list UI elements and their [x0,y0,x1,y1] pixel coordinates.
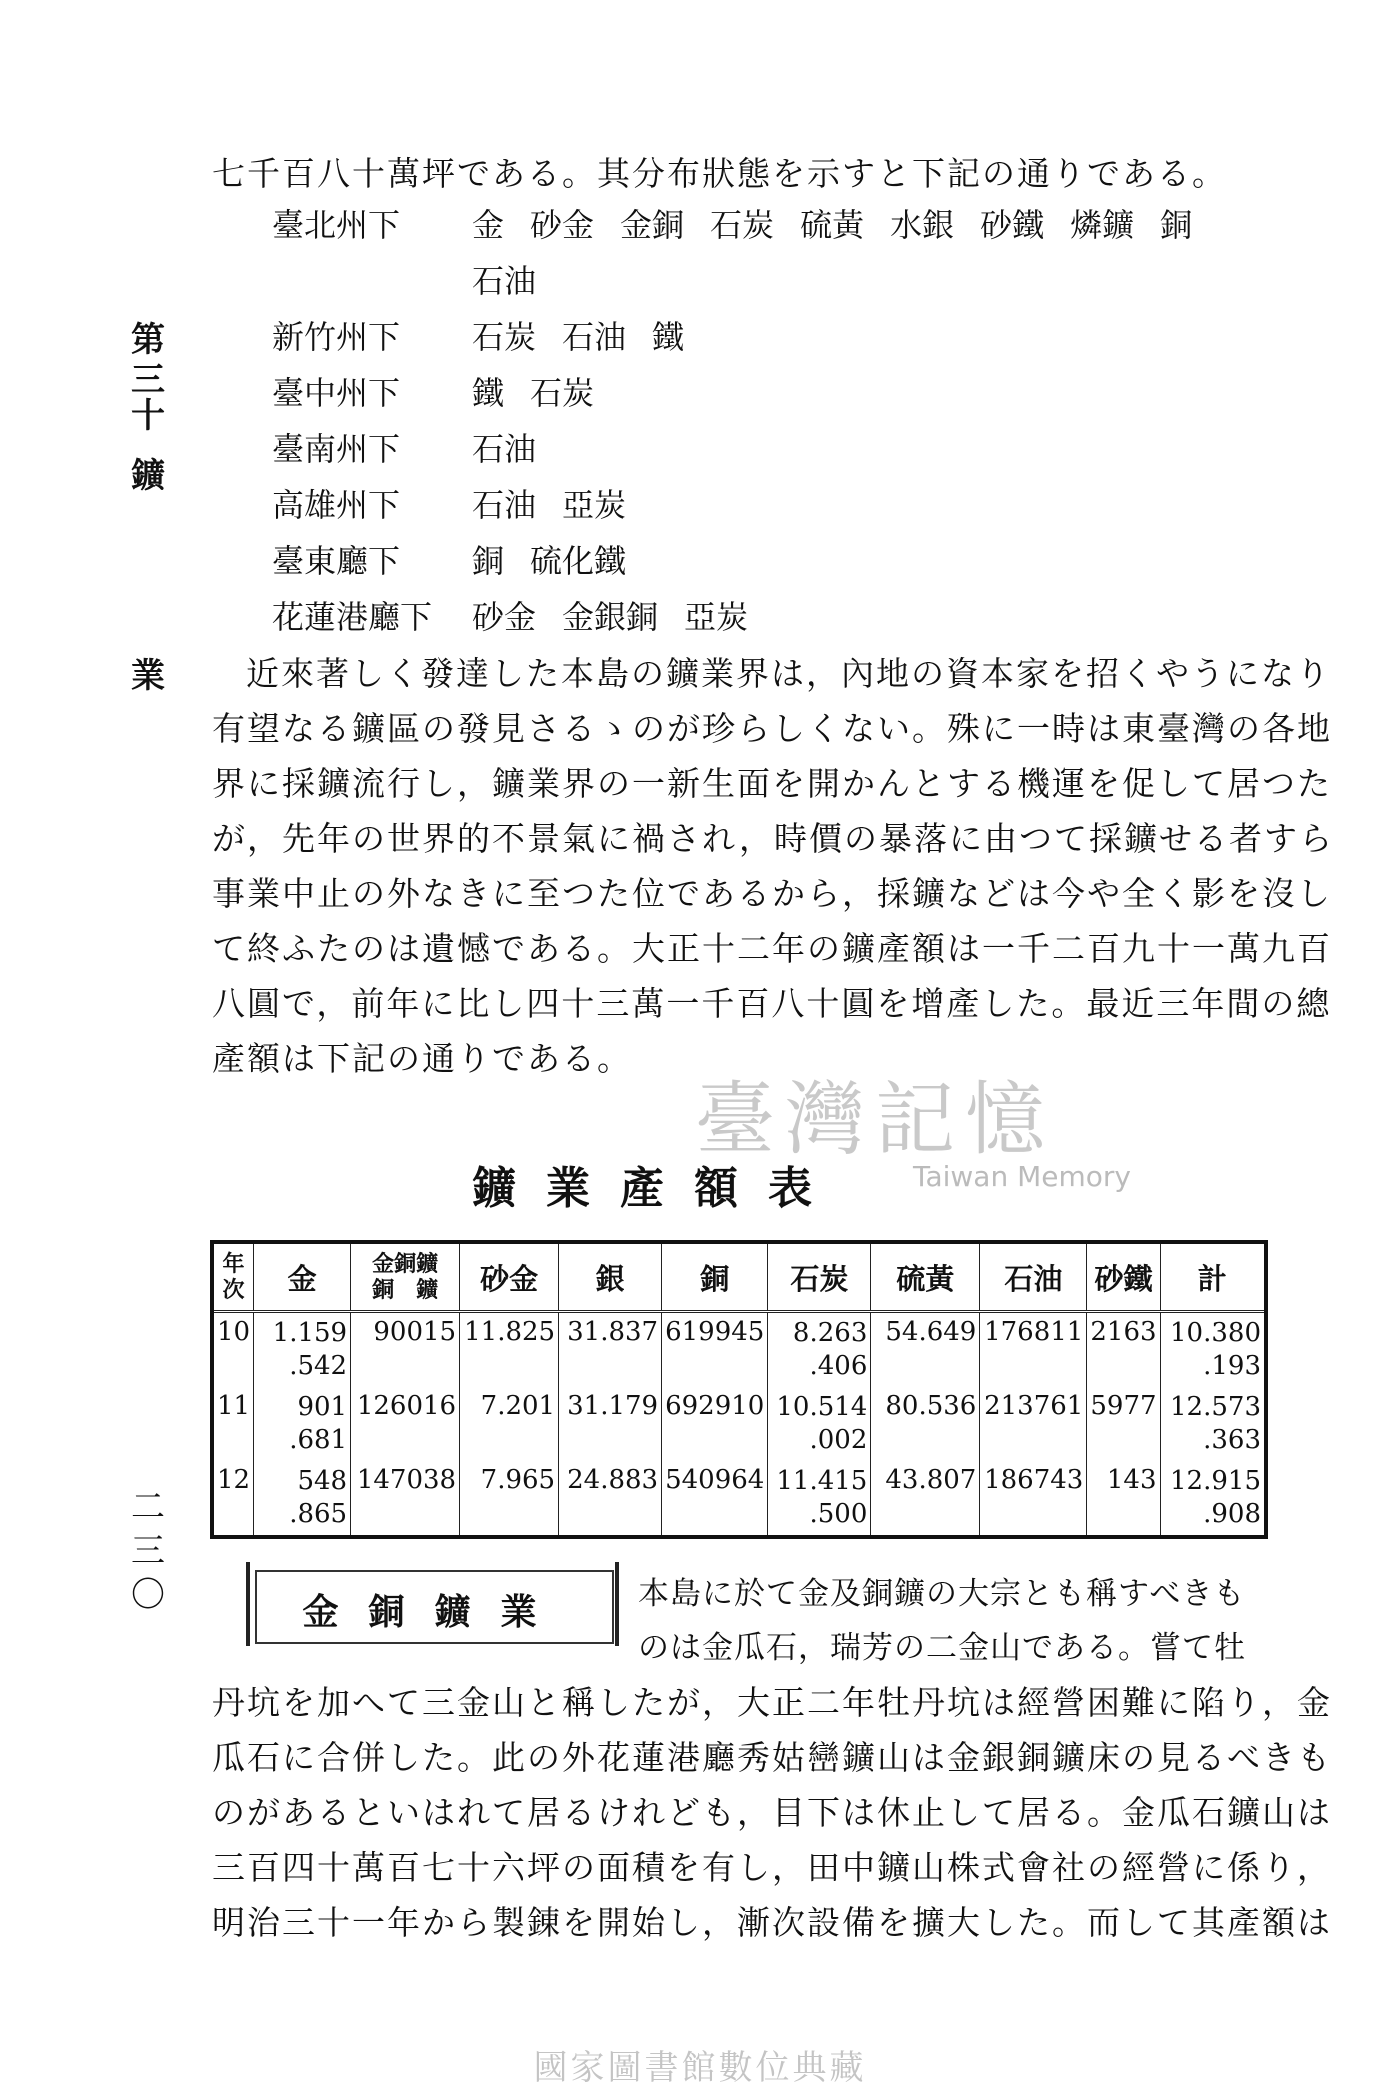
cell-year: 11 [212,1387,254,1461]
cell-oil: 213761 [980,1387,1087,1461]
cell-ironsand: 2163 [1087,1312,1160,1388]
mineral: 砂金 [472,598,537,636]
mineral: 鐵 [472,374,505,412]
intro-line: 七千百八十萬坪である。其分布狀態を示すと下記の通りである。 [212,154,1227,193]
cell-ironsand: 143 [1087,1461,1160,1537]
text-line: 有望なる鑛區の發見さるゝのが珍らしくない。殊に一時は東臺灣の各地 [212,709,1332,748]
cell-total: 12.915 .908 [1160,1461,1266,1537]
cell-goldcopper: 147038 [351,1461,460,1537]
mineral: 亞炭 [684,598,749,636]
header-cell: 砂金 [460,1242,559,1312]
mineral: 石炭 [472,318,537,356]
text-line: 丹坑を加へて三金山と稱したが，大正二年牡丹坑は經營困難に陷り，金 [212,1683,1332,1722]
cell-copper: 619945 [662,1312,768,1388]
cell-alluvial: 7.965 [460,1461,559,1537]
header-goldcopper: 金銅鑛 銅 鑛 [351,1242,460,1312]
mineral: 燐鑛 [1070,206,1135,244]
text-line: が，先年の世界的不景氣に禍され，時價の暴落に由つて採鑛せる者すら [212,819,1334,858]
table-row [212,1387,1266,1461]
mineral: 砂鐵 [980,206,1045,244]
header-year: 年 次 [212,1242,254,1312]
watermark-main: 臺灣記憶 [695,1073,1055,1166]
cell-silver: 31.837 [559,1312,662,1388]
header-cell: 石炭 [768,1242,871,1312]
margin-char: 業 [131,656,165,696]
region-label: 臺東廳下 [272,542,401,580]
mineral: 石炭 [710,206,775,244]
cell-sulfur: 80.536 [871,1387,980,1461]
mineral: 砂金 [530,206,595,244]
cell-coal: 10.514 .002 [768,1387,871,1461]
cell-total: 10.380 .193 [1160,1312,1266,1388]
cell-copper: 692910 [662,1387,768,1461]
text-line: 三百四十萬百七十六坪の面積を有し，田中鑛山株式會社の經營に係り， [212,1848,1332,1887]
header-cell: 硫黃 [871,1242,980,1312]
cell-alluvial: 7.201 [460,1387,559,1461]
text-line: 瓜石に合併した。此の外花蓮港廳秀姑巒鑛山は金銀銅鑛床の見るべきも [212,1738,1332,1777]
production-table [210,1240,1268,1539]
mineral: 石油 [472,430,537,468]
mineral: 銅 [472,542,505,580]
mineral: 亞炭 [562,486,627,524]
table-row [212,1461,1266,1537]
page-number: 二 三 〇 [131,1487,165,1615]
cell-ironsand: 5977 [1087,1387,1160,1461]
text-line: 八圓で，前年に比し四十三萬一千百八十圓を增產した。最近三年間の總 [212,984,1332,1023]
header-cell: 銀 [559,1242,662,1312]
watermark-sub: Taiwan Memory [913,1160,1131,1193]
table-header-row [212,1242,1266,1312]
cell-year: 10 [212,1312,254,1388]
text-line: 明治三十一年から製錬を開始し，漸次設備を擴大した。而して其產額は [212,1903,1332,1942]
table-row [212,1312,1266,1388]
cell-coal: 8.263 .406 [768,1312,871,1388]
mineral-continuation: 石油 [472,262,537,300]
region-label: 高雄州下 [272,486,401,524]
text-line: 事業中止の外なきに至つた位であるから，採鑛などは今や全く影を沒し [212,874,1332,913]
mineral: 鐵 [652,318,685,356]
section-bracket-right [615,1562,619,1646]
cell-alluvial: 11.825 [460,1312,559,1388]
section-bracket-left [246,1562,250,1646]
mineral: 銅 [1160,206,1193,244]
mineral: 水銀 [890,206,955,244]
margin-char: 第 [131,320,165,360]
text-line: 本島に於て金及銅鑛の大宗とも稱すべきも [638,1576,1246,1612]
margin-char: 鑛 [131,456,165,496]
mineral-list [472,368,620,414]
table-title: 鑛業產額表 [472,1163,842,1214]
mineral: 石油 [472,486,537,524]
section-heading: 金銅鑛業 [302,1591,567,1633]
text-line: 產額は下記の通りである。 [212,1039,632,1078]
cell-oil: 186743 [980,1461,1087,1537]
mineral-list [472,424,562,470]
region-label: 臺南州下 [272,430,401,468]
header-cell: 金 [254,1242,351,1312]
cell-silver: 24.883 [559,1461,662,1537]
cell-year: 12 [212,1461,254,1537]
mineral: 金 [472,206,505,244]
mineral: 金銅 [620,206,685,244]
cell-coal: 11.415 .500 [768,1461,871,1537]
cell-gold: 548 .865 [254,1461,351,1537]
header-cell: 銅 [662,1242,768,1312]
text-line: 近來著しく發達した本島の鑛業界は，內地の資本家を招くやうになり [246,654,1331,693]
mineral: 金銀銅 [562,598,659,636]
footer-watermark: 國家圖書館數位典藏 [533,2048,867,2088]
cell-copper: 540964 [662,1461,768,1537]
cell-sulfur: 54.649 [871,1312,980,1388]
text-line: のがあるといはれて居るけれども，目下は休止して居る。金瓜石鑛山は [212,1793,1332,1832]
cell-sulfur: 43.807 [871,1461,980,1537]
text-line: 界に採鑛流行し，鑛業界の一新生面を開かんとする機運を促して居つた [212,764,1332,803]
mineral: 硫化鐵 [530,542,627,580]
cell-gold: 901 .681 [254,1387,351,1461]
section-heading-box [255,1570,614,1644]
region-label: 臺中州下 [272,374,401,412]
region-label: 臺北州下 [272,206,401,244]
mineral: 石油 [562,318,627,356]
cell-oil: 176811 [980,1312,1087,1388]
mineral-list [472,536,652,582]
cell-silver: 31.179 [559,1387,662,1461]
mineral-list [472,592,774,638]
margin-char: 三 [131,360,165,400]
cell-goldcopper: 90015 [351,1312,460,1388]
text-line: て終ふたのは遺憾である。大正十二年の鑛產額は一千二百九十一萬九百 [212,929,1332,968]
cell-total: 12.573 .363 [1160,1387,1266,1461]
margin-char: 十 [131,396,165,436]
header-cell: 石油 [980,1242,1087,1312]
header-cell: 計 [1160,1242,1266,1312]
mineral-list [472,480,652,526]
mineral-list [472,200,1192,246]
region-label: 花蓮港廳下 [272,598,433,636]
mineral: 硫黃 [800,206,865,244]
region-label: 新竹州下 [272,318,401,356]
cell-goldcopper: 126016 [351,1387,460,1461]
header-cell: 砂鐵 [1087,1242,1160,1312]
mineral: 石炭 [530,374,595,412]
cell-gold: 1.159 .542 [254,1312,351,1388]
text-line: のは金瓜石，瑞芳の二金山である。嘗て牡 [638,1630,1246,1666]
mineral-list [472,312,710,358]
